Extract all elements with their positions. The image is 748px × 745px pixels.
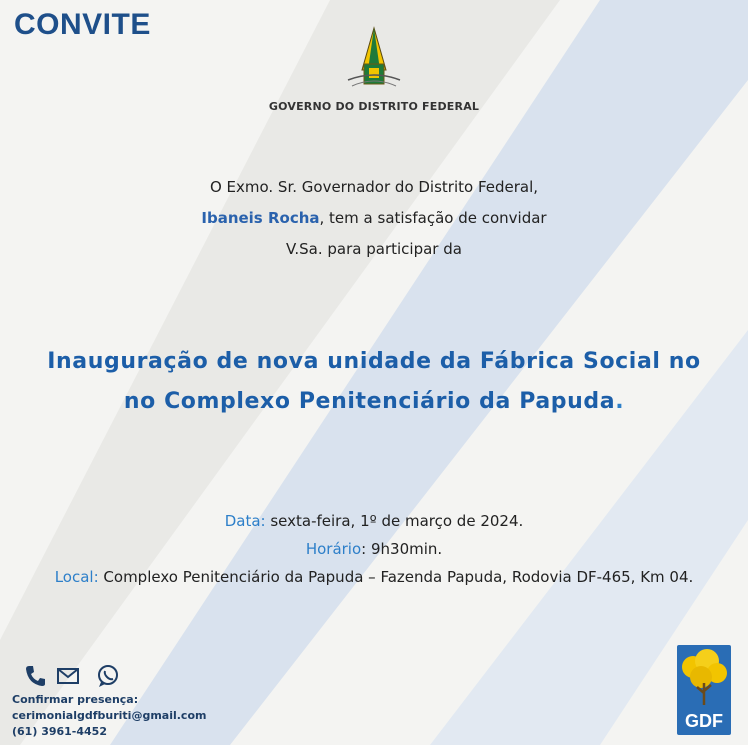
intro-line-3: V.Sa. para participar da: [286, 240, 462, 258]
intro-line-2-rest: , tem a satisfação de convidar: [319, 209, 547, 227]
place-label: Local:: [54, 568, 99, 586]
date-row: [0, 507, 748, 535]
ipe-tree-icon: [677, 645, 731, 711]
date-label: Data:: [224, 512, 266, 530]
gdf-label: GDF: [685, 711, 723, 731]
time-value: : 9h30min.: [361, 540, 443, 558]
place-row: [0, 563, 748, 591]
date-value: sexta-feira, 1º de março de 2024.: [265, 512, 524, 530]
event-title-line-1: Inauguração de nova unidade da Fábrica Social no: [47, 349, 701, 374]
place-value: Complexo Penitenciário da Papuda – Fazenda Papuda, Rodovia DF-465, Km 04.: [98, 568, 694, 586]
invitation-title: CONVITE: [14, 8, 151, 41]
invitation-intro: [0, 172, 748, 265]
event-title-line-2: no Complexo Penitenciário da Papuda.: [123, 389, 625, 414]
phone-icon[interactable]: [24, 664, 46, 688]
time-row: [0, 535, 748, 563]
rsvp-phone[interactable]: (61) 3961-4452: [12, 725, 107, 738]
intro-line-2: [0, 203, 748, 234]
government-name: GOVERNO DO DISTRITO FEDERAL: [268, 100, 480, 113]
gdf-coat-of-arms-logo: [340, 26, 408, 100]
intro-line-1: O Exmo. Sr. Governador do Distrito Federal,: [209, 178, 539, 196]
rsvp-label: Confirmar presença:: [12, 693, 139, 706]
rsvp-contact: [12, 692, 206, 740]
email-icon[interactable]: [56, 666, 80, 686]
event-title: [0, 342, 748, 422]
event-details: [0, 507, 748, 591]
whatsapp-icon[interactable]: [96, 664, 120, 688]
governor-name: Ibaneis Rocha: [201, 209, 320, 227]
rsvp-email[interactable]: cerimonialgdfburiti@gmail.com: [12, 709, 207, 722]
gdf-badge: [677, 645, 731, 735]
time-label: Horário: [305, 540, 362, 558]
